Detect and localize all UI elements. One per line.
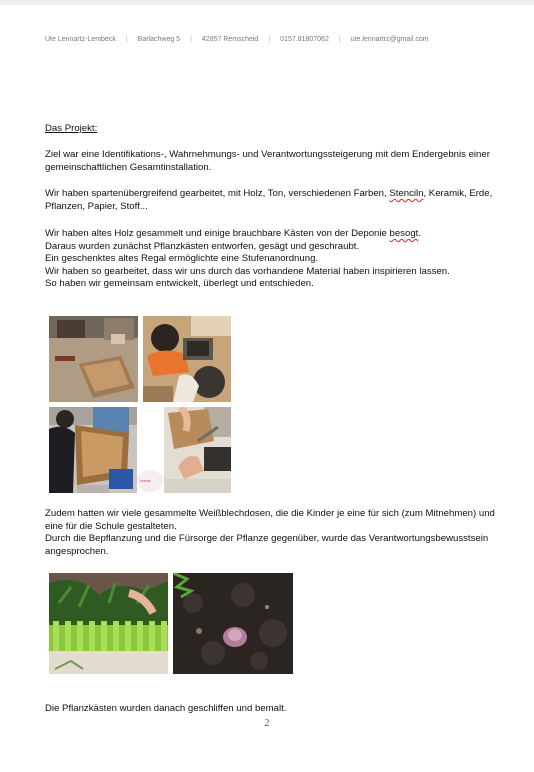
photo-child-building-box [49,407,137,493]
text-line: Ein geschenktes altes Regal ermöglichte eine Stufenanordnung. [45,253,319,264]
text-run: , Keramik, Erde, Pflanzen, Papier, Stoff... [45,188,493,212]
top-strip [0,0,534,5]
header-city: 42857 Remscheid [201,36,259,43]
text-line: So haben wir gemeinsam entwickelt, überlegt und entschieden. [45,278,314,289]
spelling-marked-word: Stenciln [389,188,424,199]
header-separator: | [125,36,128,43]
text-line [45,228,495,241]
letterhead [45,36,429,43]
spelling-marked-word: besogt [389,228,419,239]
photo-wood-boards [49,316,138,402]
page-number: 2 [264,718,270,729]
header-separator: | [338,36,341,43]
paragraph-tin-cans [45,508,495,558]
header-street: Barlachweg 5 [137,36,181,43]
watermark-text: heimat [140,479,151,483]
text-run: Wir haben altes Holz gesammelt und einige brauchbare Kästen von der Deponie [45,228,390,239]
text-line: Daraus wurden zunächst Pflanzkästen entworfen, gesägt und geschraubt. [45,240,360,252]
paragraph-materials [45,188,495,213]
header-name: Ute Lennartz-Lembeck [45,36,116,43]
text-line: Zudem hatten wir viele gesammelte Weißblechdosen, die die Kinder je eine für sich (zum Mitnehmen) und eine für die Schule gestalteten. [45,508,495,532]
photo-plant-box-green-fence [49,573,168,674]
photo-hands-sawing [164,407,231,493]
header-email[interactable]: ute.lennartrz@gmail.com [350,36,429,43]
photo-children-drilling [143,316,231,402]
paragraph-goal: Ziel war eine Identifikations-, Wahrnehmungs- und Verantwortungssteigerung mit dem Endergebnis einer gemeinschaftlichen Gesamtinstallation. [45,149,490,173]
header-separator: | [268,36,271,43]
paragraph-sanding: Die Pflanzkästen wurden danach geschliffen und bemalt. [45,703,287,714]
text-run: . [418,228,421,239]
watermark-badge [137,470,163,492]
text-run: Wir haben spartenübergreifend gearbeitet, mit Holz, Ton, verschiedenen Farben, [45,188,390,199]
text-line: Wir haben so gearbeitet, dass wir uns durch das vorhandene Material haben inspirieren lassen. [45,265,450,277]
section-heading: Das Projekt: [45,123,98,134]
paragraph-process [45,228,495,291]
header-separator: | [190,36,192,43]
text-line: Durch die Bepflanzung und die Fürsorge der Pflanze gegenüber, wurde das Verantwortungsbewusstsein angesprochen. [45,533,489,557]
header-phone: 0157.81807062 [280,36,329,43]
photo-soil-bulb [173,573,293,674]
